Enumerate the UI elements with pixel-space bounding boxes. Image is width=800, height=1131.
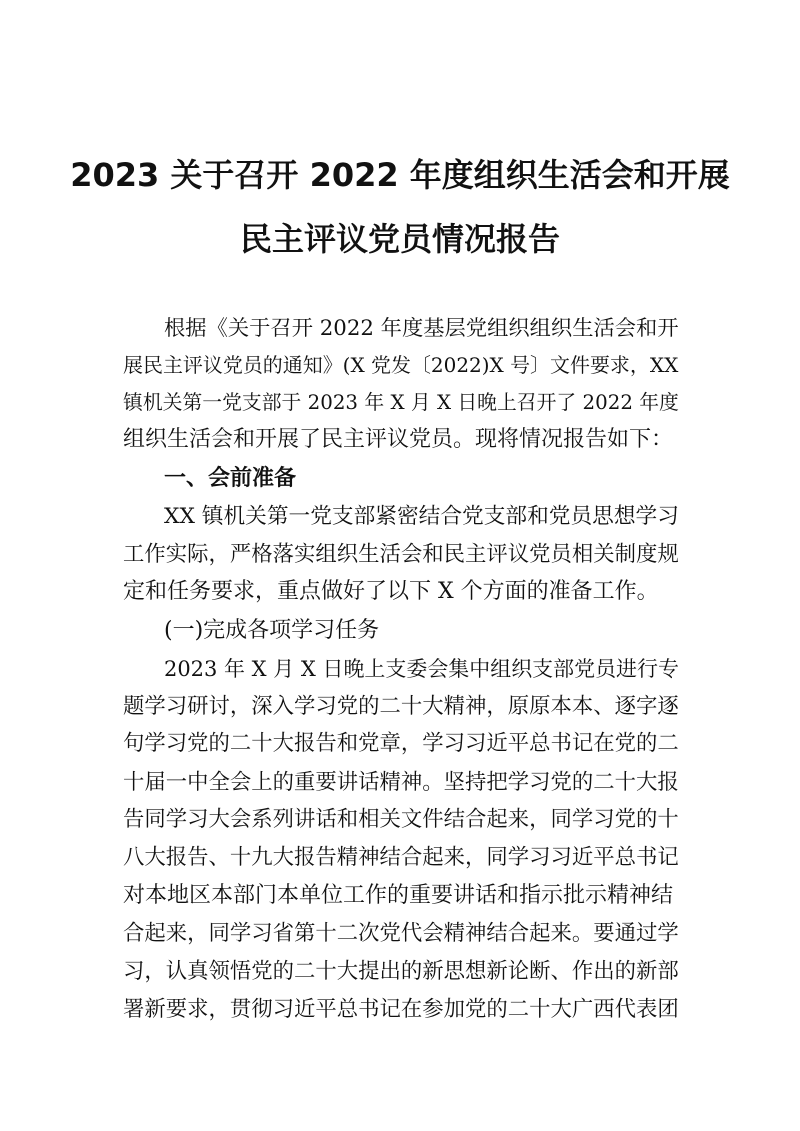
body-line: 对本地区本部门本单位工作的重要讲话和指示批示精神结 (123, 883, 674, 908)
body-line: 十届一中全会上的重要讲话精神。坚持把学习党的二十大报 (123, 770, 679, 795)
body-line: 镇机关第一党支部于 2023 年 X 月 X 日晚上召开了 2022 年度 (123, 391, 679, 414)
body-line: 展民主评议党员的通知》(X 党发〔2022)X 号〕文件要求，XX (123, 353, 679, 377)
body-line: 组织生活会和开展了民主评议党员。现将情况报告如下： (123, 427, 674, 452)
body-line: 习，认真领悟党的二十大提出的新思想新论断、作出的新部 (123, 959, 679, 984)
body-line: 题学习研讨，深入学习党的二十大精神，原原本本、逐字逐 (123, 694, 679, 719)
body-line: 2023 年 X 月 X 日晚上支委会集中组织支部党员进行专 (164, 657, 679, 681)
body-line: 句学习党的二十大报告和党章，学习习近平总书记在党的二 (123, 731, 679, 756)
body-line: 合起来，同学习省第十二次党代会精神结合起来。要通过学 (123, 921, 679, 946)
body-line: 根据《关于召开 2022 年度基层党组织组织生活会和开 (164, 316, 679, 341)
body-line: 定和任务要求，重点做好了以下 X 个方面的准备工作。 (123, 579, 659, 604)
body-line: XX 镇机关第一党支部紧密结合党支部和党员思想学习 (164, 504, 679, 529)
subsection-heading: (一)完成各项学习任务 (164, 618, 380, 643)
body-line: 署新要求，贯彻习近平总书记在参加党的二十大广西代表团 (123, 997, 679, 1022)
body-line: 八大报告、十九大报告精神结合起来，同学习习近平总书记 (123, 845, 679, 870)
section-heading: 一、会前准备 (164, 466, 297, 491)
document-title-line-1: 2023 关于召开 2022 年度组织生活会和开展 (70, 156, 730, 194)
document-title-line-2: 民主评议党员情况报告 (239, 220, 560, 258)
body-line: 工作实际，严格落实组织生活会和民主评议党员相关制度规 (123, 542, 679, 567)
body-line: 告同学习大会系列讲话和相关文件结合起来，同学习党的十 (123, 807, 679, 832)
